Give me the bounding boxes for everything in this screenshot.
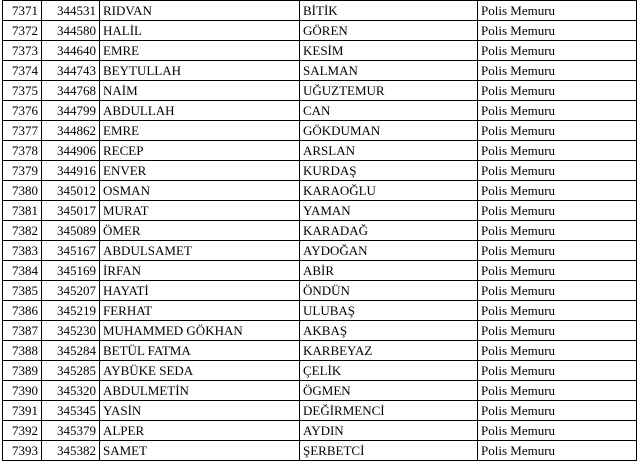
- table-row: [3, 201, 637, 221]
- first-name: FERHAT: [100, 301, 300, 321]
- row-number: 7392: [3, 421, 42, 441]
- table-row: [3, 161, 637, 181]
- registry-number: 345089: [42, 221, 100, 241]
- first-name: ABDULMETİN: [100, 381, 300, 401]
- first-name: EMRE: [100, 121, 300, 141]
- last-name: KARAOĞLU: [300, 181, 478, 201]
- last-name: AYDIN: [300, 421, 478, 441]
- last-name: ÖNDÜN: [300, 281, 478, 301]
- table-row: [3, 101, 637, 121]
- rank-title: Polis Memuru: [478, 361, 637, 381]
- rank-title: Polis Memuru: [478, 41, 637, 61]
- registry-number: 344906: [42, 141, 100, 161]
- registry-number: 344640: [42, 41, 100, 61]
- personnel-table-body: [3, 1, 637, 461]
- row-number: 7382: [3, 221, 42, 241]
- registry-number: 344580: [42, 21, 100, 41]
- row-number: 7380: [3, 181, 42, 201]
- row-number: 7388: [3, 341, 42, 361]
- registry-number: 345345: [42, 401, 100, 421]
- row-number: 7390: [3, 381, 42, 401]
- first-name: MUHAMMED GÖKHAN: [100, 321, 300, 341]
- registry-number: 345169: [42, 261, 100, 281]
- last-name: YAMAN: [300, 201, 478, 221]
- last-name: BİTİK: [300, 1, 478, 21]
- last-name: GÖREN: [300, 21, 478, 41]
- rank-title: Polis Memuru: [478, 421, 637, 441]
- rank-title: Polis Memuru: [478, 81, 637, 101]
- registry-number: 344799: [42, 101, 100, 121]
- table-row: [3, 21, 637, 41]
- first-name: OSMAN: [100, 181, 300, 201]
- registry-number: 345219: [42, 301, 100, 321]
- rank-title: Polis Memuru: [478, 1, 637, 21]
- table-row: [3, 441, 637, 461]
- last-name: SALMAN: [300, 61, 478, 81]
- row-number: 7383: [3, 241, 42, 261]
- last-name: ŞERBETCİ: [300, 441, 478, 461]
- last-name: KARBEYAZ: [300, 341, 478, 361]
- first-name: BEYTULLAH: [100, 61, 300, 81]
- registry-number: 345230: [42, 321, 100, 341]
- table-row: [3, 121, 637, 141]
- last-name: AYDOĞAN: [300, 241, 478, 261]
- table-row: [3, 421, 637, 441]
- rank-title: Polis Memuru: [478, 441, 637, 461]
- table-row: [3, 61, 637, 81]
- registry-number: 345382: [42, 441, 100, 461]
- first-name: ABDULSAMET: [100, 241, 300, 261]
- row-number: 7387: [3, 321, 42, 341]
- table-row: [3, 221, 637, 241]
- last-name: DEĞİRMENCİ: [300, 401, 478, 421]
- table-row: [3, 401, 637, 421]
- row-number: 7377: [3, 121, 42, 141]
- rank-title: Polis Memuru: [478, 141, 637, 161]
- last-name: ULUBAŞ: [300, 301, 478, 321]
- row-number: 7391: [3, 401, 42, 421]
- first-name: ABDULLAH: [100, 101, 300, 121]
- rank-title: Polis Memuru: [478, 21, 637, 41]
- table-row: [3, 361, 637, 381]
- table-row: [3, 181, 637, 201]
- personnel-table: [2, 0, 637, 461]
- rank-title: Polis Memuru: [478, 281, 637, 301]
- first-name: BETÜL FATMA: [100, 341, 300, 361]
- rank-title: Polis Memuru: [478, 121, 637, 141]
- row-number: 7375: [3, 81, 42, 101]
- table-row: [3, 321, 637, 341]
- rank-title: Polis Memuru: [478, 61, 637, 81]
- registry-number: 344531: [42, 1, 100, 21]
- last-name: ABİR: [300, 261, 478, 281]
- rank-title: Polis Memuru: [478, 221, 637, 241]
- first-name: HAYATİ: [100, 281, 300, 301]
- last-name: ARSLAN: [300, 141, 478, 161]
- row-number: 7378: [3, 141, 42, 161]
- registry-number: 344743: [42, 61, 100, 81]
- table-row: [3, 301, 637, 321]
- table-row: [3, 381, 637, 401]
- table-row: [3, 341, 637, 361]
- last-name: CAN: [300, 101, 478, 121]
- row-number: 7379: [3, 161, 42, 181]
- registry-number: 345167: [42, 241, 100, 261]
- first-name: EMRE: [100, 41, 300, 61]
- first-name: ÖMER: [100, 221, 300, 241]
- registry-number: 345284: [42, 341, 100, 361]
- last-name: UĞUZTEMUR: [300, 81, 478, 101]
- rank-title: Polis Memuru: [478, 401, 637, 421]
- rank-title: Polis Memuru: [478, 161, 637, 181]
- rank-title: Polis Memuru: [478, 261, 637, 281]
- row-number: 7386: [3, 301, 42, 321]
- row-number: 7389: [3, 361, 42, 381]
- first-name: MURAT: [100, 201, 300, 221]
- first-name: SAMET: [100, 441, 300, 461]
- row-number: 7376: [3, 101, 42, 121]
- table-row: [3, 41, 637, 61]
- table-row: [3, 281, 637, 301]
- first-name: HALİL: [100, 21, 300, 41]
- last-name: KARADAĞ: [300, 221, 478, 241]
- first-name: ENVER: [100, 161, 300, 181]
- rank-title: Polis Memuru: [478, 341, 637, 361]
- last-name: AKBAŞ: [300, 321, 478, 341]
- registry-number: 344862: [42, 121, 100, 141]
- row-number: 7373: [3, 41, 42, 61]
- first-name: İRFAN: [100, 261, 300, 281]
- rank-title: Polis Memuru: [478, 241, 637, 261]
- registry-number: 345017: [42, 201, 100, 221]
- first-name: RECEP: [100, 141, 300, 161]
- rank-title: Polis Memuru: [478, 201, 637, 221]
- rank-title: Polis Memuru: [478, 321, 637, 341]
- row-number: 7393: [3, 441, 42, 461]
- first-name: YASİN: [100, 401, 300, 421]
- last-name: ÇELİK: [300, 361, 478, 381]
- row-number: 7385: [3, 281, 42, 301]
- first-name: RIDVAN: [100, 1, 300, 21]
- registry-number: 345379: [42, 421, 100, 441]
- registry-number: 345207: [42, 281, 100, 301]
- registry-number: 345285: [42, 361, 100, 381]
- rank-title: Polis Memuru: [478, 381, 637, 401]
- first-name: NAİM: [100, 81, 300, 101]
- rank-title: Polis Memuru: [478, 301, 637, 321]
- registry-number: 344768: [42, 81, 100, 101]
- row-number: 7371: [3, 1, 42, 21]
- registry-number: 345320: [42, 381, 100, 401]
- row-number: 7384: [3, 261, 42, 281]
- table-row: [3, 241, 637, 261]
- table-row: [3, 261, 637, 281]
- row-number: 7374: [3, 61, 42, 81]
- rank-title: Polis Memuru: [478, 181, 637, 201]
- last-name: KURDAŞ: [300, 161, 478, 181]
- registry-number: 345012: [42, 181, 100, 201]
- rank-title: Polis Memuru: [478, 101, 637, 121]
- table-row: [3, 141, 637, 161]
- row-number: 7372: [3, 21, 42, 41]
- table-row: [3, 1, 637, 21]
- first-name: ALPER: [100, 421, 300, 441]
- table-row: [3, 81, 637, 101]
- last-name: GÖKDUMAN: [300, 121, 478, 141]
- last-name: ÖGMEN: [300, 381, 478, 401]
- last-name: KESİM: [300, 41, 478, 61]
- first-name: AYBÜKE SEDA: [100, 361, 300, 381]
- registry-number: 344916: [42, 161, 100, 181]
- row-number: 7381: [3, 201, 42, 221]
